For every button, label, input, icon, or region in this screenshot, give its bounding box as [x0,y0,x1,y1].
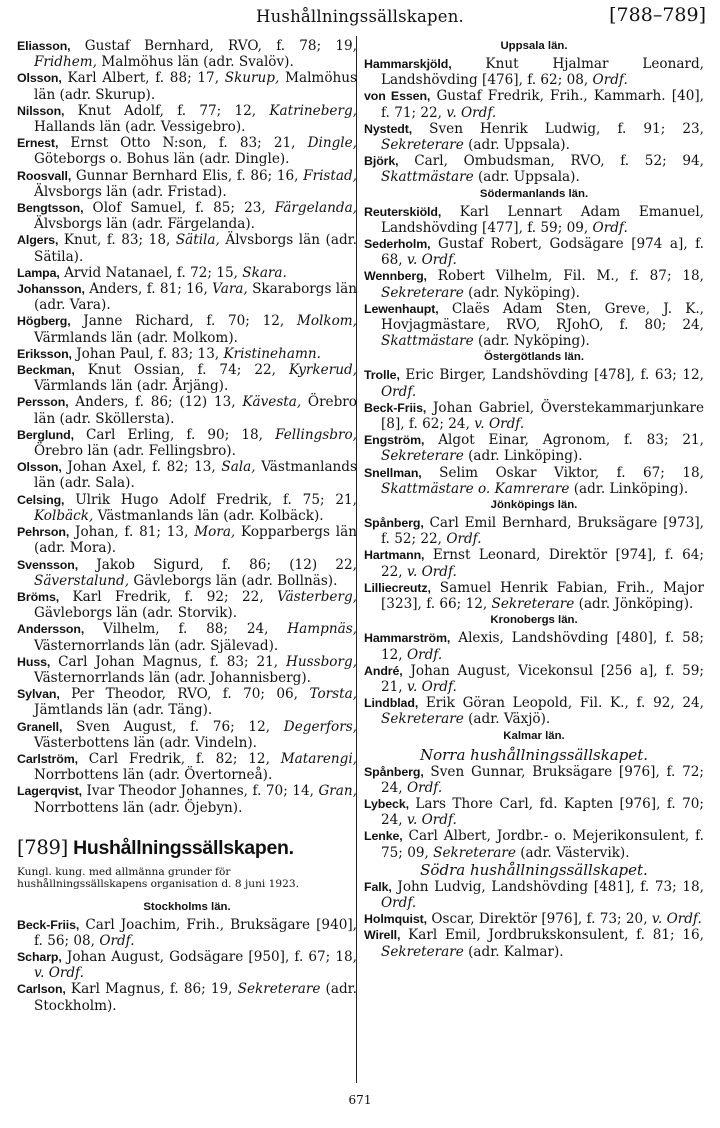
entry-italic-text: Katrineberg, [269,102,357,119]
entry-name: Huss, [17,654,51,669]
directory-entry [17,917,357,949]
entry-italic-text: Skattmästare o. Kamrerare [381,480,570,497]
entry-text: (adr. Uppsala). [463,137,570,154]
entry-italic-text: Hussborg, [286,653,357,670]
entry-name: Lagerqvist, [17,784,83,799]
entry-text: (adr. Linköping). [463,448,583,465]
entry-text: (adr. Växjö). [463,711,551,728]
entry-text: Alexis, Landshövding [480], f. 58; 12, [381,630,704,663]
page-range: [788–789] [609,4,706,26]
entry-italic-text: Sala, [221,459,256,476]
entry-text: Johan Paul, f. 83; 13, [71,345,224,362]
entry-text: Gävleborgs län (adr. Storvik). [34,605,238,622]
entry-name: Snellman, [364,465,422,480]
entry-italic-text: Sekreterare [433,844,516,861]
entry-text: Västernorrlands län (adr. Själevad). [34,637,279,654]
directory-entry [17,654,357,686]
entry-text: John Ludvig, Landshövding [481], f. 73; 18, [391,878,704,895]
entry-text: Johan Axel, f. 82; 13, [61,459,222,476]
directory-entry [17,281,357,313]
subsection-entry-list [364,204,704,350]
entry-italic-text: Sekreterare [491,596,575,613]
entry-name: Olsson, [17,71,62,86]
entry-text: Gunnar Bernhard Elis, f. 86; 16, [71,167,304,184]
entry-text: Ivar Theodor Johannes, f. 70; 14, [82,783,319,800]
entry-text: Gustaf Bernhard, RVO, f. 78; 19, [70,38,357,54]
entry-text: Västernorrlands län (adr. Johannisberg). [34,669,311,686]
entry-text: Lars Thore Carl, fd. Kapten [976], f. 70; 24, [381,795,704,829]
section-title: Hushållningssällskapen. [73,836,294,859]
entry-text: Algot Einar, Agronom, f. 83; 21, [424,432,704,449]
entry-text: (adr. Uppsala). [473,169,580,186]
directory-entry [17,621,357,653]
directory-entry [17,557,357,589]
entry-italic-text: Fellingsbro, [275,426,357,443]
entry-italic-text: Fristad, [303,167,357,184]
entry-text: Skaraborgs län (adr. Vara). [34,281,357,314]
entry-name: Nilsson, [17,103,65,118]
entry-name: Svensson, [17,557,79,572]
entry-text: Kopparbergs län (adr. Mora). [34,524,357,557]
entry-italic-text: Sekreterare [237,981,321,998]
entry-text: Gävleborgs län (adr. Bollnäs). [129,572,338,589]
entry-name: Reuterskiöld, [364,204,442,219]
entry-text: Norrbottens län (adr. Övertorneå). [34,767,273,784]
entry-text: Carl Fredrik, f. 82; 12, [77,750,281,767]
entry-text: Johan Gabriel, Överstekammarjunkare [8], f. 62; 24, [381,399,704,433]
directory-entry [364,56,704,88]
entry-name: Eliasson, [17,39,71,53]
subsection-entry-list [364,56,704,186]
entry-text: Västmanlands län (adr. Kolbäck). [93,507,324,524]
entry-italic-text: Ordf. [406,779,443,796]
entry-text: Carl Albert, Jordbr.- o. Mejerikonsulent, f. 75; 09, [381,828,704,861]
entry-text: Jakob Sigurd, f. 86; (12) 22, [78,556,357,573]
entry-italic-text: Skattmästare [381,169,474,186]
subsection-entry-list [364,764,704,861]
entry-name: Olsson, [17,460,62,475]
entry-text: (adr. Nyköping). [473,333,590,350]
entry-name: Beck-Friis, [364,400,427,415]
directory-entry [17,135,357,167]
subsection-entry-list [364,367,704,497]
entry-text: Johan, f. 81; 13, [69,524,195,541]
entry-name: Eriksson, [17,346,72,361]
directory-entry [17,492,357,524]
directory-entry [364,400,704,432]
entry-text: Anders, f. 81; 16, [84,281,213,298]
entry-name: Nystedt, [364,121,413,136]
section-note: Kungl. kung. med allmänna grunder för hushållningssällskapens organisation d. 8 juni 1923. [17,865,299,891]
directory-entry [17,265,357,281]
entry-text: Västmanlands län (adr. Sala). [34,459,357,492]
entry-text: Hallands län (adr. Vessigebro). [34,119,246,136]
entry-italic-text: Sätila, [175,232,220,249]
entry-text: Janne Richard, f. 70; 12, [70,313,297,330]
entry-name: Celsing, [17,492,65,507]
entry-text: Ulrik Hugo Adolf Fredrik, f. 75; 21, [64,491,357,508]
directory-entry [364,796,704,828]
entry-name: Beckman, [17,363,75,378]
entry-text: Norrbottens län (adr. Öjebyn). [34,799,243,816]
entry-italic-text: Färgelanda, [274,200,357,217]
entry-name: Wennberg, [364,269,427,284]
entry-text: Örebro län (adr. Fellingsbro). [34,443,236,460]
entry-italic-text: Kävesta, [242,394,302,411]
entry-italic-text: Sekreterare [381,448,464,465]
entry-italic-text: v. Ordf. [406,812,457,829]
entry-name: Lampa, [17,265,60,280]
entry-italic-text: Ordf. [99,932,135,949]
entry-name: Bröms, [17,589,60,604]
entry-text: Karl Albert, f. 88; 17, [61,70,225,87]
subsection-heading: Kronobergs län. [490,614,578,627]
entry-text: Örebro län (adr. Sköllersta). [34,394,357,427]
entry-text: Claës Adam Sten, Greve, J. K., Hovjagmästare, RVO, RJohO, f. 80; 24, [381,300,704,334]
subsection-heading: Norra hushållningssällskapet. [419,745,649,764]
directory-entry [364,465,704,497]
directory-entry [364,911,704,927]
directory-entry [17,200,357,232]
directory-entry [364,828,704,860]
entry-name: Lilliecreutz, [364,580,431,595]
directory-entry [17,394,357,426]
entry-italic-text: Ordf. [381,383,417,400]
subsection-heading: Jönköpings län. [490,499,578,512]
subsection-heading: Kalmar län. [503,729,565,742]
subsection-heading: Södermanlands län. [479,187,589,200]
entry-name: Algers, [17,233,59,248]
directory-entry [364,927,704,959]
entry-italic-text: Ordf. [446,531,482,548]
directory-entry [364,268,704,300]
entry-name: Pehrson, [17,525,70,540]
subsection-entry-list [364,630,704,727]
entry-text: Karl Emil, Jordbrukskonsulent, f. 81; 16, [400,927,704,944]
entry-italic-text: Sekreterare [381,943,464,960]
entry-name: Hammarström, [364,631,451,646]
entry-text: Jämtlands län (adr. Täng). [34,702,213,719]
entry-italic-text: Mora, [194,524,236,541]
subsection-entry-list [364,879,704,960]
entry-text: Knut, f. 83; 18, [58,232,176,249]
entry-italic-text: Sekreterare [381,284,464,301]
directory-entry [17,589,357,621]
entry-text: (adr. Jönköping). [574,596,694,613]
entry-name: Engström, [364,433,425,448]
entry-italic-text: v. Ordf. [446,104,497,121]
entry-italic-text: v. Ordf. [406,678,457,695]
running-header [0,4,720,30]
directory-entry [17,38,357,70]
directory-entry [364,515,704,547]
directory-entry [364,367,704,399]
entry-text: (adr. Nyköping). [463,284,581,301]
entry-text: Gustaf Robert, Godsägare [974 a], f. 68, [381,236,704,269]
directory-entry [364,153,704,185]
entry-italic-text: Hampnäs, [287,621,357,638]
entry-text: Carl Erling, f. 90; 18, [73,426,276,443]
entry-italic-text: v. Ordf. [34,965,84,982]
entry-italic-text: Dingle, [307,135,357,152]
entry-text: Johan August, Vicekonsul [256 a], f. 59; 21, [381,662,704,695]
directory-entry [364,580,704,612]
entry-name: Wirell, [364,928,401,943]
directory-entry [364,630,704,662]
directory-entry [17,362,357,394]
entry-italic-text: Fridhem, [34,54,97,71]
subsection-heading: Södra hushållningssällskapet. [420,860,648,879]
directory-entry [364,432,704,464]
entry-text: Västerbottens län (adr. Vindeln). [34,734,258,751]
entry-italic-text: Degerfors, [283,718,357,735]
entry-name: Johansson, [17,282,85,297]
page-number: 671 [348,1093,372,1107]
entry-name: Holmquist, [364,912,428,927]
directory-entry [17,719,357,751]
directory-entry [364,764,704,796]
entry-text: Värmlands län (adr. Årjäng). [34,378,229,395]
entry-text: (adr. Västervik). [515,844,630,861]
entry-text: Eric Birger, Landshövding [478], f. 63; 12, [399,367,704,384]
left-column [17,38,357,1014]
entry-text: Malmöhus län (adr. Svalöv). [97,54,294,71]
entry-italic-text: Skattmästare [381,333,474,350]
entry-text: Värmlands län (adr. Molkom). [34,329,238,346]
entry-name: Roosvall, [17,168,72,183]
entry-text: Gustaf Fredrik, Frih., Kammarh. [40], f. 71; 22, [381,88,705,121]
entry-name: Högberg, [17,314,71,329]
stockholm-entry-list [17,917,357,1014]
entry-italic-text: Skurup, [224,70,280,87]
entry-name: Sederholm, [364,237,431,252]
entry-text: Samuel Henrik Fabian, Frih., Major [323], f. 66; 12, [381,579,704,613]
entry-text: Carl, Ombudsman, RVO, f. 52; 94, [398,153,704,170]
entry-text: Carl Johan Magnus, f. 83; 21, [50,653,287,670]
directory-entry [364,879,704,911]
entry-text: Robert Vilhelm, Fil. M., f. 87; 18, [426,268,704,285]
directory-entry [17,70,357,102]
entry-italic-text: v. Ordf. [474,416,525,433]
directory-entry [17,427,357,459]
entry-italic-text: Skara. [242,264,287,281]
entry-italic-text: Vara, [212,281,248,298]
subsection-heading-stockholm: Stockholms län. [143,900,231,913]
subsection-entry-list [364,515,704,612]
directory-entry [17,949,357,981]
entry-text: Oscar, Direktör [976], f. 73; 20, [427,911,652,928]
entry-italic-text: Torsta, [309,686,357,703]
directory-entry [17,103,357,135]
entry-name: André, [364,663,403,678]
entry-text: (adr. Stockholm). [34,981,357,1014]
entry-text: Sven Gunnar, Bruksägare [976], f. 72; 24, [381,763,704,796]
directory-entry [364,236,704,268]
directory-entry [17,981,357,1013]
directory-entry [17,346,357,362]
directory-entry [17,751,357,783]
entry-text: Knut Ossian, f. 74; 22, [74,362,289,379]
entry-italic-text: Matarengi, [280,750,357,767]
entry-text: Karl Magnus, f. 86; 19, [65,981,238,998]
entry-text: Vilhelm, f. 88; 24, [84,621,288,638]
entry-text: Älvsborgs län (adr. Färgelanda). [34,216,255,233]
entry-text: Arvid Natanael, f. 72; 15, [59,264,243,281]
entry-name: Lenke, [364,829,403,844]
directory-entry [364,88,704,120]
entry-name: Andersson, [17,622,85,637]
directory-entry [17,232,357,264]
entry-italic-text: Västerberg, [277,588,357,605]
entry-name: von Essen, [364,89,431,104]
running-title: Hushållningssällskapen. [255,7,465,26]
entry-text: Olof Samuel, f. 85; 23, [83,200,275,217]
entry-text: Ernst Leonard, Direktör [974], f. 64; 22, [381,547,704,580]
subsection-heading: Östergötlands län. [483,351,584,364]
entry-text: Knut Adolf, f. 77; 12, [64,102,270,119]
entry-text: Sven August, f. 76; 12, [62,718,284,735]
entry-name: Hartmann, [364,548,425,563]
subsection-heading: Uppsala län. [500,40,568,52]
entry-italic-text: Säverstalund, [34,572,130,589]
entry-italic-text: Ordf. [592,219,628,236]
entry-text: Älvsborgs län (adr. Fristad). [34,183,227,200]
directory-entry [364,301,704,350]
entry-name: Spånberg, [364,516,424,531]
directory-entry [17,313,357,345]
entry-name: Trolle, [364,368,400,383]
entry-text: Sven Henrik Ludwig, f. 91; 23, [412,120,704,137]
entry-name: Ernest, [17,136,59,151]
entry-italic-text: Sekreterare [381,137,464,154]
directory-entry [364,121,704,153]
directory-entry [17,168,357,200]
directory-entry [17,783,357,815]
entry-text: Karl Fredrik, f. 92; 22, [59,588,278,605]
entry-name: Björk, [364,154,399,169]
entry-italic-text: Ordf. [406,646,443,663]
directory-entry [17,524,357,556]
entry-name: Berglund, [17,427,74,442]
entry-text: Älvsborgs län (adr. Sätila). [34,232,357,265]
entry-name: Carlström, [17,751,78,766]
entry-text: (adr. Kalmar). [463,943,564,960]
entry-italic-text: v. Ordf. [651,911,702,928]
entry-name: Falk, [364,879,392,894]
entry-text: Malmöhus län (adr. Skurup). [34,70,357,103]
entry-name: Lybeck, [364,796,409,811]
entry-text: Göteborgs o. Bohus län (adr. Dingle). [34,151,290,168]
entry-name: Persson, [17,395,69,410]
entry-italic-text: Sekreterare [381,711,464,728]
entry-italic-text: Gran, [318,783,357,800]
entry-italic-text: v. Ordf. [406,252,457,269]
entry-text: Knut Hjalmar Leonard, Landshövding [476], f. 62; 08, [381,56,704,89]
entry-name: Sylvan, [17,687,60,702]
entry-italic-text: Ordf. [381,894,417,911]
entry-name: Carlson, [17,982,66,997]
entry-name: Granell, [17,719,63,734]
directory-entry [364,663,704,695]
entry-name: Hammarskjöld, [364,57,452,71]
entry-text: Karl Lennart Adam Emanuel, Landshövding [477], f. 59; 09, [381,203,704,236]
entry-text: (adr. Linköping). [569,480,689,497]
entry-italic-text: Molkom, [296,313,357,330]
entry-name: Scharp, [17,949,62,964]
directory-entry [364,695,704,727]
left-entry-list [17,38,357,816]
entry-name: Beck-Friis, [17,917,80,932]
entry-italic-text: Ordf. [592,72,628,89]
entry-text: Per Theodor, RVO, f. 70; 06, [59,686,310,703]
entry-text: Carl Emil Bernhard, Bruksägare [973], f. 52; 22, [381,515,704,548]
entry-text: Ernst Otto N:son, f. 83; 21, [58,135,308,152]
section-number: [789] [17,835,68,859]
entry-italic-text: v. Ordf. [406,563,457,580]
directory-entry [364,204,704,236]
entry-italic-text: Kyrkerud, [288,362,357,379]
right-column [364,38,704,960]
directory-entry [364,547,704,579]
entry-text: Anders, f. 86; (12) 13, [68,394,243,411]
directory-entry [17,686,357,718]
entry-name: Bengtsson, [17,201,84,216]
entry-text: Carl Joachim, Frih., Bruksägare [940], f. 56; 08, [34,916,357,949]
entry-text: Selim Oskar Viktor, f. 67; 18, [421,464,704,481]
section-heading [17,836,357,860]
entry-name: Lindblad, [364,696,419,711]
entry-text: Johan August, Godsägare [950], f. 67; 18, [61,948,357,965]
entry-name: Lewenhaupt, [364,301,439,316]
entry-italic-text: Kristinehamn. [223,345,321,362]
entry-name: Spånberg, [364,764,424,779]
directory-entry [17,459,357,491]
entry-italic-text: Kolbäck, [34,507,94,524]
entry-text: Erik Göran Leopold, Fil. K., f. 92, 24, [418,695,704,712]
